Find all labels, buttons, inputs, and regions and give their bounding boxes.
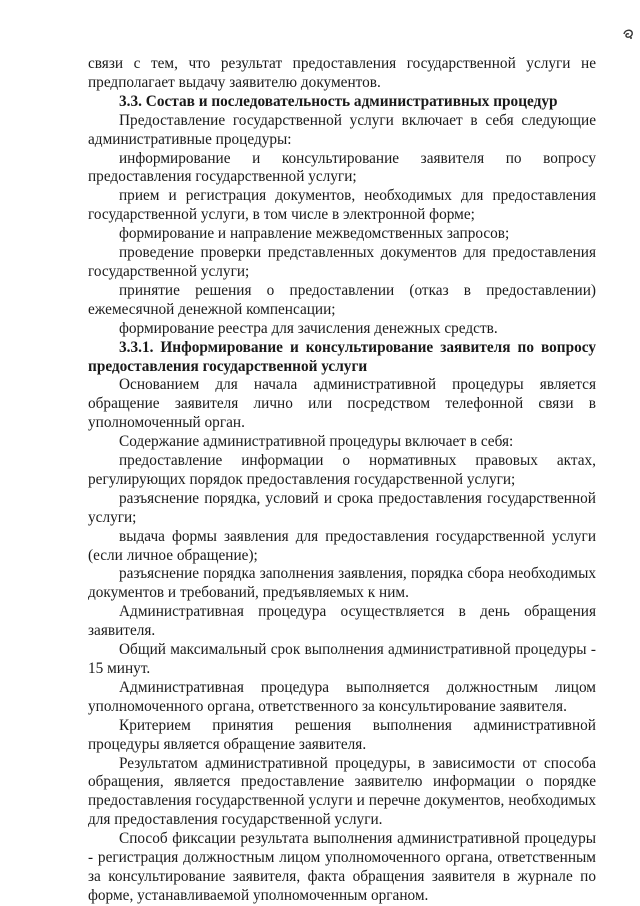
paragraph-continuation: связи с тем, что результат предоставления государственной услуги не предполагает выдачу заявителю документов. xyxy=(88,55,596,91)
section-heading-3-3: 3.3. Состав и последовательность административных процедур xyxy=(119,92,558,110)
paragraph-criterion: Критерием принятия решения выполнения административной процедуры является обращение заявителя. xyxy=(88,716,596,753)
list-item-explanation: разъяснение порядка, условий и срока предоставления государственной услуги; xyxy=(88,489,596,526)
paragraph-timing: Административная процедура осуществляется в день обращения заявителя. xyxy=(88,603,596,640)
list-item-reception: прием и регистрация документов, необходимых для предоставления государственной услуги, в том числе в электронной форме; xyxy=(88,187,596,224)
paragraph-max-duration: Общий максимальный срок выполнения административной процедуры - 15 минут. xyxy=(88,641,596,677)
list-item-fill-explanation: разъяснение порядка заполнения заявления, порядка сбора необходимых документов и требований, предъявляемых к ним. xyxy=(88,565,596,602)
list-item-legal-info: предоставление информации о нормативных правовых актах, регулирующих порядок предоставления государственной услуги; xyxy=(88,452,596,488)
list-item-decision: принятие решения о предоставлении (отказ в предоставлении) ежемесячной денежной компенсации; xyxy=(88,281,596,318)
paragraph-basis: Основанием для начала административной процедуры является обращение заявителя лично или посредством телефонной связи в уполномоченный орган. xyxy=(88,376,596,432)
document-page xyxy=(88,55,596,906)
paragraph-intro: Предоставление государственной услуги включает в себя следующие административные процедуры: xyxy=(88,111,596,148)
paragraph-result: Результатом административной процедуры, в зависимости от способа обращения, является предоставление заявителю информации о порядке предоставления государственной услуги и перечне документов, необходимых для предоставления государственной услуги. xyxy=(88,754,596,829)
list-item-form-issue: выдача формы заявления для предоставления государственной услуги (если личное обращение); xyxy=(88,527,596,564)
list-item-informing: информирование и консультирование заявителя по вопросу предоставления государственной услуги; xyxy=(88,149,596,186)
paragraph-responsible: Административная процедура выполняется должностным лицом уполномоченного органа, ответственного за консультирование заявителя. xyxy=(88,678,596,715)
section-heading-3-3-1: 3.3.1. Информирование и консультирование заявителя по вопросу предоставления государственной услуги xyxy=(88,338,596,375)
list-item-registry: формирование реестра для зачисления денежных средств. xyxy=(119,319,498,337)
list-item-verification: проведение проверки представленных документов для предоставления государственной услуги; xyxy=(88,244,596,280)
paragraph-fixation: Способ фиксации результата выполнения административной процедуры - регистрация должностным лицом уполномоченного органа, ответственным за консультирование заявителя, факта обращения заявителя в журнале по форме, устанавливаемой уполномоченным органом. xyxy=(88,830,596,904)
list-item-requests: формирование и направление межведомственных запросов; xyxy=(119,225,510,243)
paragraph-content: Содержание административной процедуры включает в себя: xyxy=(119,433,514,451)
corner-stamp-icon xyxy=(622,28,634,40)
